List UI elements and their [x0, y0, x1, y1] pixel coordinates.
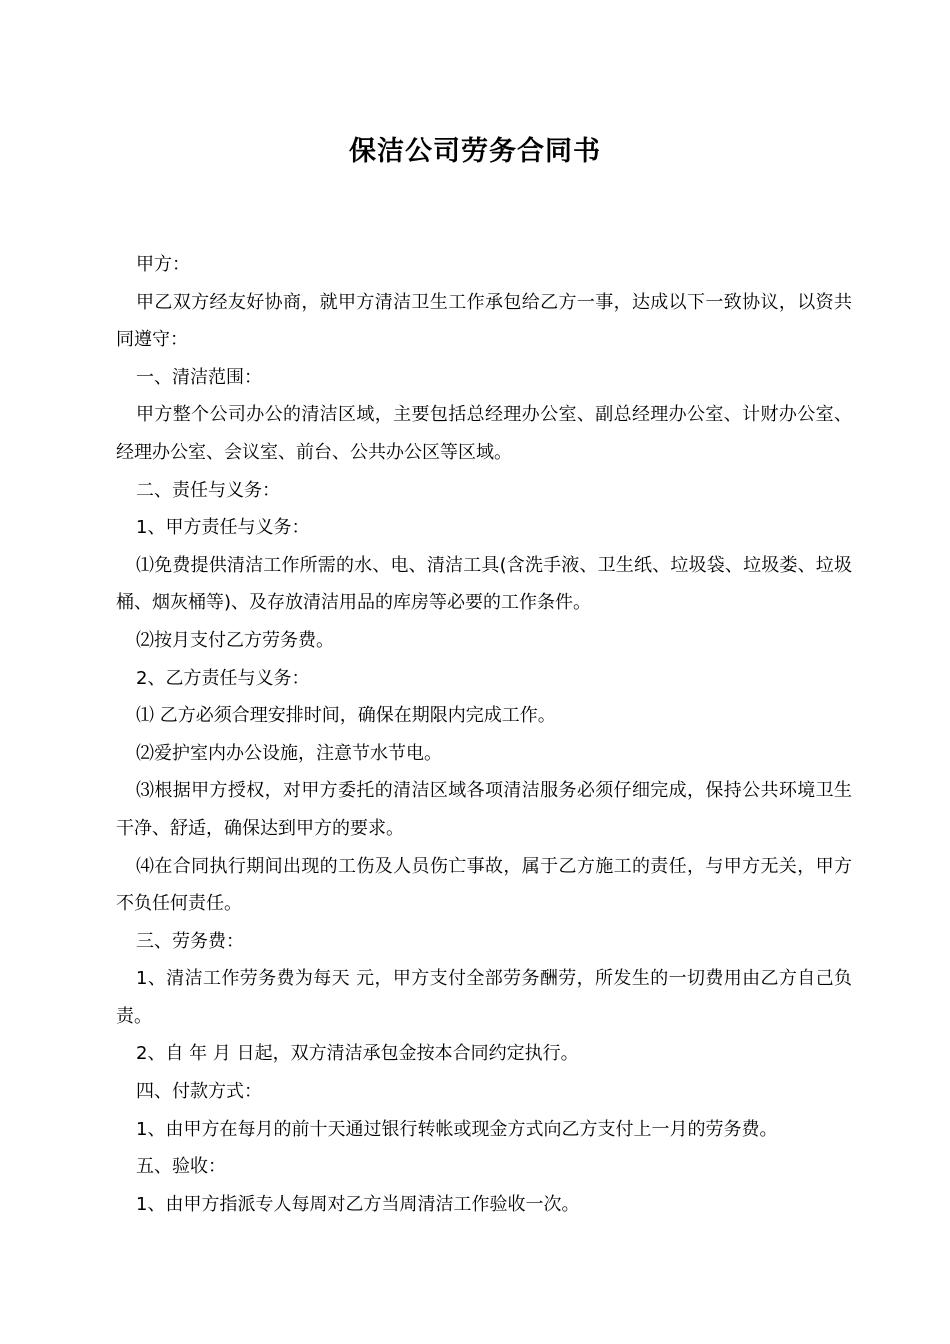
- party-b-duty-1: ⑴ 乙方必须合理安排时间，确保在期限内完成工作。: [136, 705, 556, 727]
- scope-paragraph: 甲方整个公司办公的清洁区域，主要包括总经理办公室、副总经理办公室、计财办公室、经理办公室、会议室、前台、公共办公区等区域。: [116, 404, 852, 463]
- party-a-label: 甲方：: [136, 254, 190, 275]
- section-heading-scope: 一、清洁范围：: [136, 366, 262, 388]
- party-b-duty-3: ⑶根据甲方授权，对甲方委托的清洁区域各项清洁服务必须仔细完成，保持公共环境卫生干净、舒适，确保达到甲方的要求。: [116, 780, 852, 839]
- party-b-duty-4: ⑷在合同执行期间出现的工伤及人员伤亡事故，属于乙方施工的责任，与甲方无关，甲方不负任何责任。: [116, 855, 852, 915]
- subheading-party-b-duties: 2、乙方责任与义务：: [136, 667, 310, 689]
- party-a-duty-2: ⑵按月支付乙方劳务费。: [136, 629, 334, 651]
- document-body: [116, 246, 852, 1223]
- fees-clause-2: 2、自 年 月 日起，双方清洁承包金按本合同约定执行。: [136, 1043, 579, 1065]
- section-heading-responsibilities: 二、责任与义务：: [136, 479, 280, 501]
- preamble-paragraph: 甲乙双方经友好协商，就甲方清洁卫生工作承包给乙方一事，达成以下一致协议，以资共同遵守：: [116, 291, 852, 351]
- section-heading-acceptance: 五、验收：: [136, 1156, 226, 1178]
- fees-clause-1: 1、清洁工作劳务费为每天 元，甲方支付全部劳务酬劳，所发生的一切费用由乙方自己负责。: [116, 968, 852, 1027]
- acceptance-clause-1: 1、由甲方指派专人每周对乙方当周清洁工作验收一次。: [136, 1193, 580, 1215]
- section-heading-fees: 三、劳务费：: [136, 930, 244, 952]
- section-heading-payment: 四、付款方式：: [136, 1081, 262, 1103]
- party-a-duty-1: ⑴免费提供清洁工作所需的水、电、清洁工具(含洗手液、卫生纸、垃圾袋、垃圾娄、垃圾桶、烟灰桶等)、及存放清洁用品的库房等必要的工作条件。: [116, 554, 852, 614]
- subheading-party-a-duties: 1、甲方责任与义务：: [136, 517, 310, 539]
- party-b-duty-2: ⑵爱护室内办公设施，注意节水节电。: [136, 742, 442, 764]
- document-title: 保洁公司劳务合同书: [349, 136, 601, 167]
- payment-clause-1: 1、由甲方在每月的前十天通过银行转帐或现金方式向乙方支付上一月的劳务费。: [136, 1118, 778, 1140]
